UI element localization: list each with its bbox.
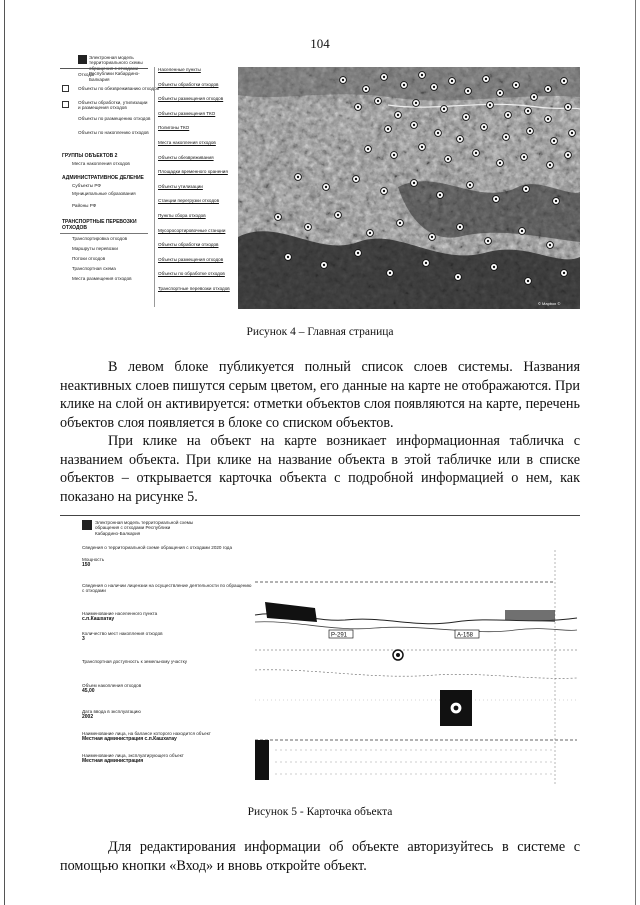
transport-list xyxy=(62,236,148,286)
group-heading: ГРУППЫ ОБЪЕКТОВ 2 xyxy=(62,153,118,159)
road-label: Р-291 xyxy=(331,632,348,639)
layer-item[interactable]: Объекты обработки, утилизации и размещения отходов xyxy=(78,100,148,111)
field-label: Дата ввода в эксплуатацию xyxy=(82,709,141,714)
object-list-item[interactable]: Объекты обработки отходов xyxy=(158,81,219,87)
transport-item[interactable]: Транспортная схема xyxy=(72,266,116,271)
figure-4 xyxy=(60,55,580,320)
field xyxy=(82,731,252,753)
field xyxy=(82,683,252,709)
group-item[interactable]: Места накопления отходов xyxy=(72,161,130,166)
field-label: Наименование лица, эксплуатирующего объект xyxy=(82,753,184,758)
object-list-item[interactable]: Площадки временного хранения xyxy=(158,169,228,175)
object-list-item[interactable]: Мусоросортировочные станции xyxy=(158,227,226,233)
transport-item[interactable]: Места размещения отходов xyxy=(72,276,132,281)
road-label: А-158 xyxy=(457,632,474,639)
field-value: 150 xyxy=(82,562,91,569)
field xyxy=(82,709,252,731)
transport-item[interactable]: Потоки отходов xyxy=(72,256,106,261)
field-value: 3 xyxy=(82,636,85,643)
app-logo xyxy=(82,520,92,530)
field-label: Количество мест накопления отходов xyxy=(82,631,163,636)
app-title: Электронная модель территориального схемы Республики Кабардино-Балкария xyxy=(89,55,143,82)
object-list-item[interactable]: Станции перегрузки отходов xyxy=(158,198,220,204)
object-list-item[interactable]: Объекты обезвреживания xyxy=(158,154,214,160)
transport-item[interactable]: Маршруты перевозки xyxy=(72,246,118,251)
field-value: 45,00 xyxy=(82,688,95,695)
object-list-item[interactable]: Транспортные перевозки отходов xyxy=(158,285,230,291)
object-list-item[interactable]: Объекты размещения отходов xyxy=(158,256,224,262)
field xyxy=(82,611,252,631)
layer-item[interactable]: Объекты по размещению отходов xyxy=(78,116,151,121)
svg-text:© Mapbox ©: © Mapbox © xyxy=(538,301,561,306)
layer-item[interactable]: Объекты по накоплению отходов xyxy=(78,130,149,135)
admin-heading: АДМИНИСТРАТИВНОЕ ДЕЛЕНИЕ xyxy=(62,175,144,181)
field-value: с.п.Кашхатау xyxy=(82,616,115,623)
layer-item[interactable]: Объекты по обезвреживанию отходов xyxy=(78,86,160,91)
object-list-item[interactable]: Объекты по обработке отходов xyxy=(158,271,225,277)
field xyxy=(82,631,252,659)
paragraph-3: Для редактирования информации об объекте авторизуйтесь в системе с помощью кнопки «Вход» и вновь откройте объект. xyxy=(60,839,580,874)
object-list-item[interactable]: Объекты размещения ТКО xyxy=(158,110,216,116)
layer-item[interactable]: Отходы xyxy=(78,72,95,77)
object-list-item[interactable]: Населенные пункты xyxy=(158,67,201,72)
card-subtitle: Сведения о территориальной схеме обращения с отходами 2020 года xyxy=(82,545,233,550)
layer-checkbox-icon[interactable] xyxy=(62,85,69,92)
field-value: 2002 xyxy=(82,714,94,721)
field-label: Наименование лица, на балансе которого находится объект xyxy=(82,731,211,736)
margin-line xyxy=(4,0,5,905)
transport-item[interactable]: Транспортировка отходов xyxy=(72,236,128,241)
field-value: Местная администрация xyxy=(82,758,144,765)
object-list-item[interactable]: Объекты обработки отходов xyxy=(158,242,219,248)
page-number: 104 xyxy=(310,36,330,51)
terrain-map xyxy=(238,67,580,309)
object-map-canvas xyxy=(255,550,577,790)
margin-line xyxy=(635,0,636,905)
object-list-item[interactable]: Полигоны ТКО xyxy=(158,125,190,131)
admin-item[interactable]: Субъекты РФ xyxy=(72,183,101,188)
layer-list xyxy=(68,72,160,144)
field-label: Мощность xyxy=(82,557,105,562)
object-map[interactable] xyxy=(255,550,577,790)
field xyxy=(82,583,252,611)
figure-5 xyxy=(60,515,580,795)
object-list-item[interactable]: Пункты сбора отходов xyxy=(158,212,206,218)
app-logo xyxy=(78,55,87,64)
admin-item[interactable]: Муниципальные образования xyxy=(72,191,136,196)
object-list-item[interactable]: Объекты утилизации xyxy=(158,183,203,189)
paragraph-1: В левом блоке публикуется полный список слоев системы. Названия неактивных слоев пишутся серым цветом, его данные на карте не отображаются. При клике на слой он активируется: отметки объектов слоя появляются на карте, перечень объектов слоя появляется в блоке со списком объектов. xyxy=(60,359,580,431)
layer-checkbox-icon[interactable] xyxy=(62,101,69,108)
field-label: Объем накопления отходов xyxy=(82,683,142,688)
admin-item[interactable]: Районы РФ xyxy=(72,203,97,208)
figure-4-caption: Рисунок 4 – Главная страница xyxy=(246,326,394,338)
layers-sidebar xyxy=(60,55,160,320)
field-label: Транспортная доступность к земельному участку xyxy=(82,659,187,664)
figure-5-caption: Рисунок 5 - Карточка объекта xyxy=(247,806,393,818)
field-label: Сведения о наличии лицензии на осуществление деятельности по обращению с отходами xyxy=(82,583,252,594)
transport-heading: ТРАНСПОРТНЫЕ ПЕРЕВОЗКИ ОТХОДОВ xyxy=(62,219,137,231)
map-view[interactable] xyxy=(238,67,580,309)
field-value: Местная администрация с.п.Кашхатау xyxy=(82,736,177,743)
paragraph-2: При клике на объект на карте возникает информационная табличка с названием объекта. При клике на название объекта в этой табличке или в списке объектов – открывается карточка объекта с подробной информацией о нем, как показано на рисунке 5. xyxy=(60,433,580,505)
object-details xyxy=(82,557,252,773)
field xyxy=(82,557,252,583)
card-app-title: Электронная модель территориальной схемы обращения с отходами Республики Кабардино-Балкария xyxy=(95,520,194,536)
field xyxy=(82,659,252,683)
object-list-item[interactable]: Места накопления отходов xyxy=(158,139,216,145)
field xyxy=(82,753,252,773)
field-label: Наименование населенного пункта xyxy=(82,611,158,616)
object-list-item[interactable]: Объекты размещения отходов xyxy=(158,96,224,102)
object-list-panel xyxy=(154,67,235,307)
